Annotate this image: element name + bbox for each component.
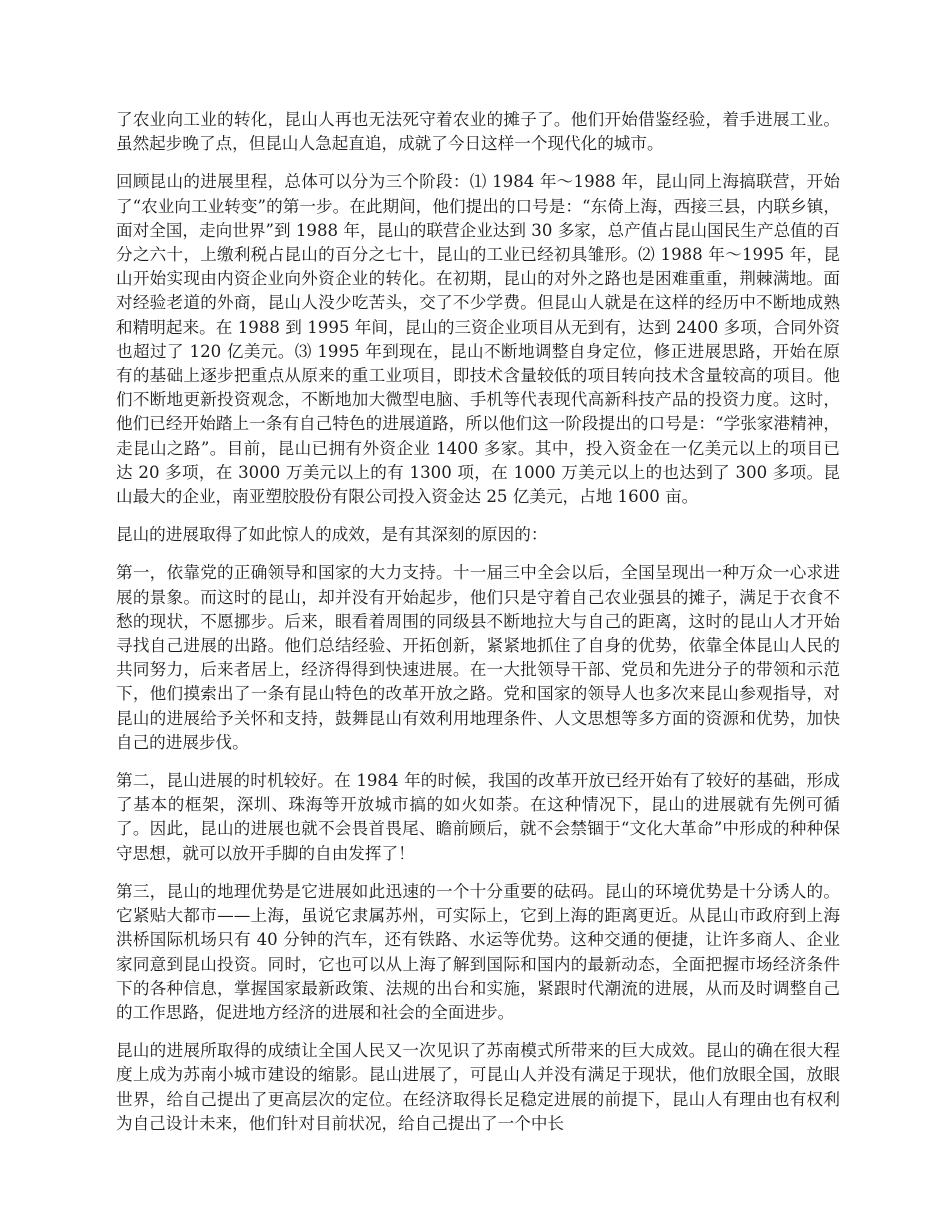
paragraph-history-stages: 回顾昆山的进展里程，总体可以分为三个阶段：⑴ 1984 年～1988 年，昆山同上海搞联营，开始了“农业向工业转变”的第一步。在此期间，他们提出的口号是：“东倚上海，西接三县，内联乡镇，面对全国，走向世界”到 1988 年，昆山的联营企业达到 30 多家，总产值占昆山国民生产总值的百分之六十，上缴利税占昆山的百分之七十，昆山的工业已经初具雏形。⑵ 1988 年～1995 年，昆山开始实现由内资企业向外资企业的转化。在初期，昆山的对外之路也是困难重重，荆棘满地。面对经验老道的外商，昆山人没少吃苦头，交了不少学费。但昆山人就是在这样的经历中不断地成熟和精明起来。在 1988 到 1995 年间，昆山的三资企业项目从无到有，达到 2400 多项，合同外资也超过了 120 亿美元。⑶ 1995 年到现在，昆山不断地调整自身定位，修正进展思路，开始在原有的基础上逐步把重点从原来的重工业项目，即技术含量较低的项目转向技术含量较高的项目。他们不断地更新投资观念，不断地加大微型电脑、手机等代表现代高新科技产品的投资力度。这时，他们已经开始踏上一条有自己特色的进展道路，所以他们这一阶段提出的口号是：“学张家港精神，走昆山之路”。目前，昆山已拥有外资企业 1400 多家。其中，投入资金在一亿美元以上的项目已达 20 多项，在 3000 万美元以上的有 1300 项，在 1000 万美元以上的也达到了 300 多项。昆山最大的企业，南亚塑胶股份有限公司投入资金达 25 亿美元，占地 1600 亩。 [116, 172, 840, 507]
paragraph-reasons-intro: 昆山的进展取得了如此惊人的成效，是有其深刻的原因的： [116, 525, 548, 545]
paragraph-intro: 了农业向工业的转化，昆山人再也无法死守着农业的摊子了。他们开始借鉴经验，着手进展工业。虽然起步晚了点，但昆山人急起直追，成就了今日这样一个现代化的城市。 [116, 110, 840, 154]
document-page [116, 108, 840, 1150]
paragraph-reason-second: 第二，昆山进展的时机较好。在 1984 年的时候，我国的改革开放已经开始有了较好的基础，形成了基本的框架，深圳、珠海等开放城市搞的如火如荼。在这种情况下，昆山的进展就有先例可循了。因此，昆山的进展也就不会畏首畏尾、瞻前顾后，就不会禁锢于“文化大革命”中形成的种种保守思想，就可以放开手脚的自由发挥了！ [116, 771, 840, 863]
paragraph-reason-first: 第一，依靠党的正确领导和国家的大力支持。十一届三中全会以后，全国呈现出一种万众一心求进展的景象。而这时的昆山，却并没有开始起步，他们只是守着自己农业强县的摊子，满足于衣食不愁的现状，不愿挪步。后来，眼看着周围的同级县不断地拉大与自己的距离，这时的昆山人才开始寻找自己进展的出路。他们总结经验、开拓创新，紧紧地抓住了自身的优势，依靠全体昆山人民的共同努力，后来者居上，经济得得到快速进展。在一大批领导干部、党员和先进分子的带领和示范下，他们摸索出了一条有昆山特色的改革开放之路。党和国家的领导人也多次来昆山参观指导，对昆山的进展给予关怀和支持，鼓舞昆山有效利用地理条件、人文思想等多方面的资源和优势，加快自己的进展步伐。 [116, 563, 840, 752]
paragraph-reason-third: 第三，昆山的地理优势是它进展如此迅速的一个十分重要的砝码。昆山的环境优势是十分诱人的。它紧贴大都市——上海，虽说它隶属苏州，可实际上，它到上海的距离更近。从昆山市政府到上海洪桥国际机场只有 40 分钟的汽车，还有铁路、水运等优势。这种交通的便捷，让许多商人、企业家同意到昆山投资。同时，它也可以从上海了解到国际和国内的最新动态，全面把握市场经济条件下的各种信息，掌握国家最新政策、法规的出台和实施，紧跟时代潮流的进展，从而及时调整自己的工作思路，促进地方经济的进展和社会的全面进步。 [116, 881, 840, 1022]
paragraph-conclusion: 昆山的进展所取得的成绩让全国人民又一次见识了苏南模式所带来的巨大成效。昆山的确在很大程度上成为苏南小城市建设的缩影。昆山进展了，可昆山人并没有满足于现状，他们放眼全国，放眼世界，给自己提出了更高层次的定位。在经济取得长足稳定进展的前提下，昆山人有理由也有权利为自己设计未来，他们针对目前状况，给自己提出了一个中长 [116, 1041, 840, 1133]
